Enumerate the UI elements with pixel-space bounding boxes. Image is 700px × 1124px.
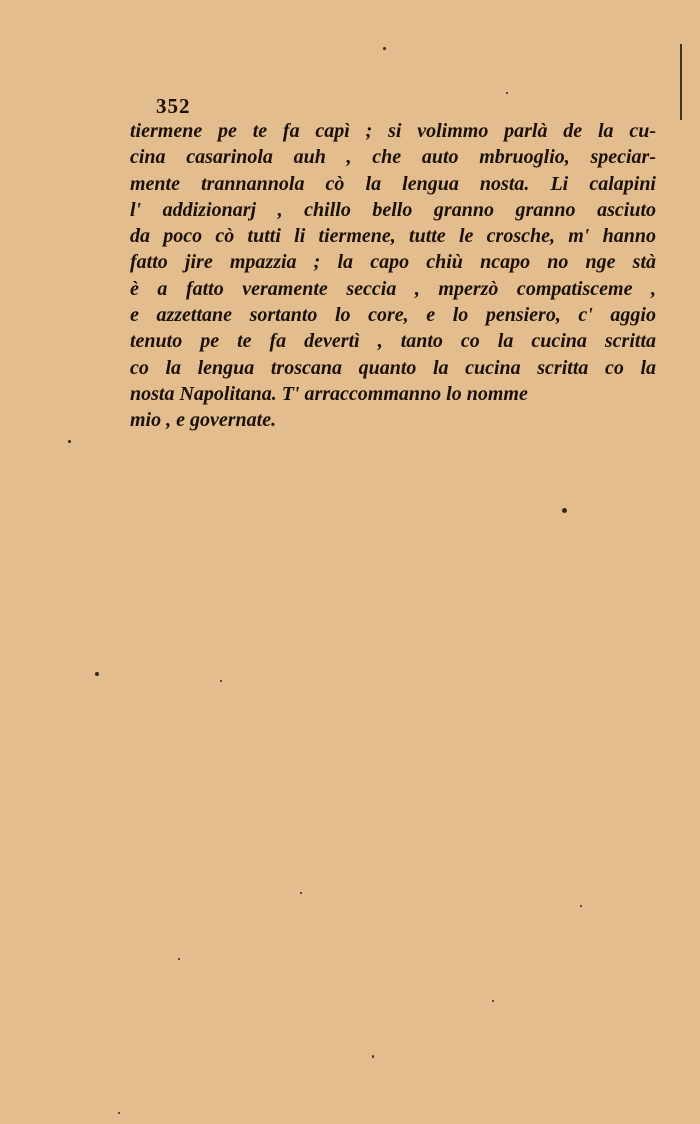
paper-speck [95, 672, 99, 676]
text-line: mente trannannola cò la lengua nosta. Li calapini [130, 172, 656, 195]
text-line: tiermene pe te fa capì ; si volimmo parlà de la cu- [130, 120, 656, 142]
text-line: tenuto pe te fa devertì , tanto co la cucina scritta [130, 330, 656, 353]
paper-speck [300, 892, 302, 894]
text-line: e azzettane sortanto lo core, e lo pensiero, c' aggio [130, 304, 656, 327]
paper-speck [580, 905, 582, 907]
paper-speck [383, 47, 386, 50]
paper-speck [506, 92, 508, 94]
paper-speck [178, 958, 180, 960]
paper-speck [118, 1112, 120, 1114]
text-line: l' addizionarj , chillo bello granno granno asciuto [130, 198, 656, 221]
paper-speck [372, 1055, 374, 1058]
text-line: è a fatto veramente seccia , mperzò compatisceme , [130, 277, 656, 300]
paper-speck [68, 440, 71, 443]
text-line: mio , e governate. [130, 409, 277, 432]
text-line: fatto jire mpazzia ; la capo chiù ncapo no nge stà [130, 251, 656, 274]
text-line: nosta Napolitana. T' arraccommanno lo nomme [130, 382, 528, 405]
page-number: 352 [156, 94, 191, 118]
text-line: co la lengua troscana quanto la cucina scritta co la [130, 356, 656, 379]
body-text [130, 118, 656, 434]
paper-speck [562, 508, 567, 513]
text-line: da poco cò tutti li tiermene, tutte le crosche, m' hanno [130, 225, 656, 248]
paper-speck [492, 1000, 494, 1002]
text-line: cina casarinola auh , che auto mbruoglio, speciar- [130, 146, 656, 169]
paper-speck [220, 680, 222, 682]
page-edge-shadow [680, 44, 682, 120]
